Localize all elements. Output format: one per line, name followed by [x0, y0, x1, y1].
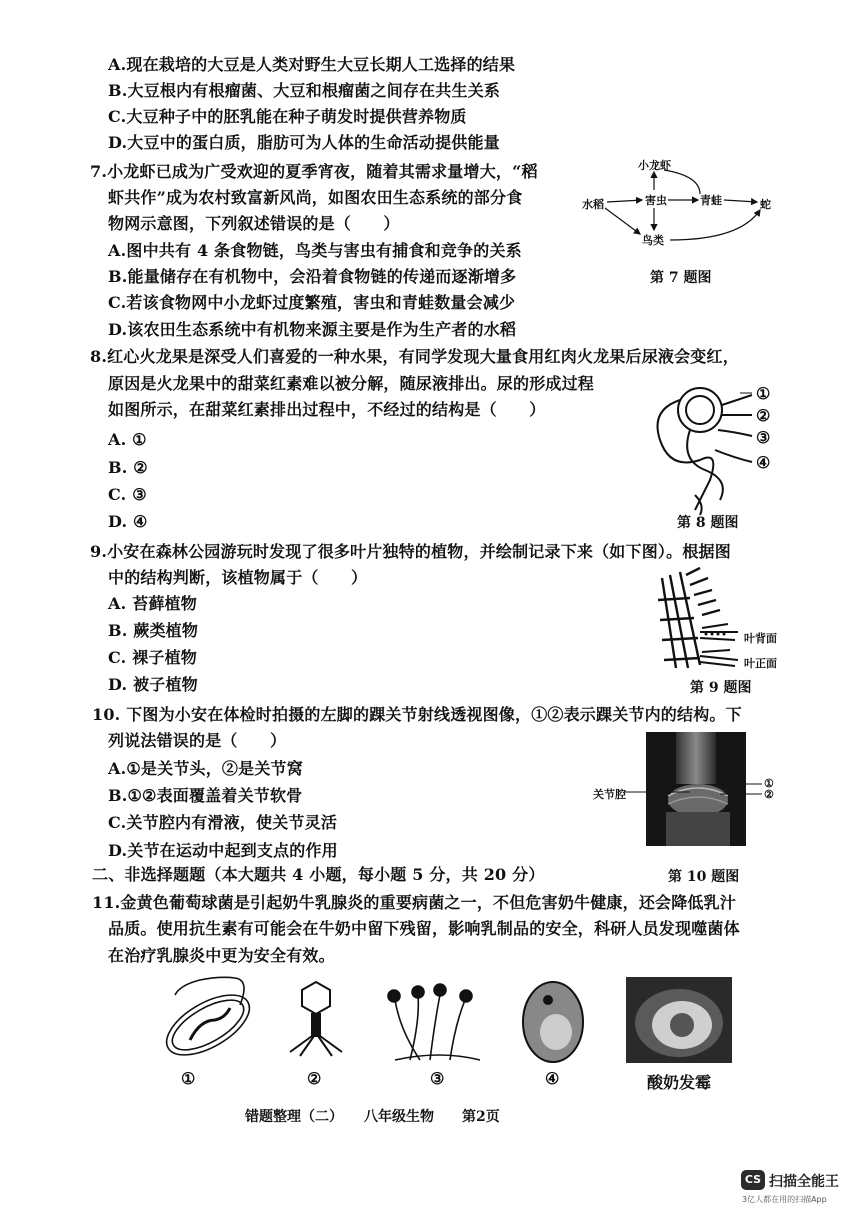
- organism-label-2: ②: [307, 1069, 322, 1088]
- q9-option-d: D. 被子植物: [108, 675, 198, 694]
- fern-label-front: 叶正面: [744, 657, 777, 670]
- joint-cavity-label: 关节腔: [593, 788, 626, 801]
- q10-option-b: B.①②表面覆盖着关节软骨: [108, 786, 303, 805]
- q11-stem-1: 11.金黄色葡萄球菌是引起奶牛乳腺炎的重要病菌之一，不但危害奶牛健康，还会降低乳汁: [92, 893, 737, 912]
- q7-stem-2: 虾共作”成为农村致富新风尚，如图农田生态系统的部分食: [108, 188, 523, 207]
- food-web-frog: 青蛙: [700, 194, 722, 207]
- q8-option-c: C. ③: [108, 485, 147, 504]
- q6-option-d: D.大豆中的蛋白质，脂肪可为人体的生命活动提供能量: [108, 133, 500, 152]
- q7-stem-1: 7.小龙虾已成为广受欢迎的夏季宵夜，随着其需求量增大，“稻: [90, 162, 538, 181]
- q11-stem-3: 在治疗乳腺炎中更为安全有效。: [108, 946, 335, 965]
- q6-option-a: A.现在栽培的大豆是人类对野生大豆长期人工选择的结果: [108, 55, 516, 74]
- organism-label-4: ④: [545, 1069, 560, 1088]
- nephron-label-2: ②: [756, 406, 771, 425]
- fig8-caption: 第 8 题图: [677, 515, 739, 531]
- q9-stem-1: 9.小安在森林公园游玩时发现了很多叶片独特的植物，并绘制记录下来（如下图）。根据图: [90, 542, 731, 561]
- q11-stem-2: 品质。使用抗生素有可能会在牛奶中留下残留，影响乳制品的安全，科研人员发现噬菌体: [108, 919, 740, 938]
- fern-label-back: 叶背面: [744, 632, 777, 645]
- scanner-logo-icon: CS: [741, 1170, 765, 1190]
- q8-stem-2: 原因是火龙果中的甜菜红素难以被分解，随尿液排出。尿的形成过程: [108, 374, 595, 393]
- q7-option-a: A.图中共有 4 条食物链，鸟类与害虫有捕食和竞争的关系: [108, 241, 522, 260]
- organism-label-yogurt: 酸奶发霉: [647, 1073, 712, 1092]
- q7-stem-3: 物网示意图，下列叙述错误的是（ ）: [108, 214, 400, 233]
- section-2-heading: 二、非选择题题（本大题共 4 小题，每小题 5 分，共 20 分）: [92, 865, 545, 884]
- organism-label-1: ①: [181, 1069, 196, 1088]
- food-web-pest: 害虫: [645, 194, 667, 207]
- q7-option-b: B.能量储存在有机物中，会沿着食物链的传递而逐渐增多: [108, 267, 517, 286]
- fig10-caption: 第 10 题图: [668, 869, 740, 885]
- fig7-caption: 第 7 题图: [650, 270, 712, 286]
- q6-option-b: B.大豆根内有根瘤菌、大豆和根瘤菌之间存在共生关系: [108, 81, 501, 100]
- q6-option-c: C.大豆种子中的胚乳能在种子萌发时提供营养物质: [108, 107, 467, 126]
- scanner-tagline: 3亿人都在用的扫描App: [742, 1195, 827, 1204]
- q10-option-c: C.关节腔内有滑液，使关节灵活: [108, 813, 338, 832]
- q9-option-a: A. 苔藓植物: [108, 594, 197, 613]
- food-web-snake: 蛇: [760, 198, 771, 211]
- q8-option-d: D. ④: [108, 512, 148, 531]
- ankle-xray-image: [646, 732, 746, 846]
- scanner-brand: 扫描全能王: [769, 1174, 839, 1190]
- bacteriophage-drawing: [290, 982, 342, 1056]
- food-web-bird: 鸟类: [642, 234, 664, 247]
- mold-drawing: [388, 984, 480, 1060]
- yeast-cell-drawing: [523, 982, 583, 1062]
- food-web-crayfish: 小龙虾: [638, 159, 671, 172]
- bacterium-drawing: [157, 977, 259, 1067]
- q10-option-a: A.①是关节头，②是关节窝: [108, 759, 303, 778]
- q8-option-a: A. ①: [108, 430, 147, 449]
- q7-option-c: C.若该食物网中小龙虾过度繁殖，害虫和青蛙数量会减少: [108, 293, 516, 312]
- q9-stem-2: 中的结构判断，该植物属于（ ）: [108, 568, 368, 587]
- q7-option-d: D.该农田生态系统中有机物来源主要是作为生产者的水稻: [108, 320, 517, 339]
- organism-label-3: ③: [430, 1069, 445, 1088]
- q9-option-c: C. 裸子植物: [108, 648, 197, 667]
- q8-stem-1: 8.红心火龙果是深受人们喜爱的一种水果，有同学发现大量食用红肉火龙果后尿液会变红，: [90, 347, 739, 366]
- q8-stem-3: 如图所示，在甜菜红素排出过程中，不经过的结构是（ ）: [108, 400, 546, 419]
- q9-option-b: B. 蕨类植物: [108, 621, 199, 640]
- nephron-label-3: ③: [756, 428, 771, 447]
- page-footer: 错题整理（二） 八年级生物 第2页: [245, 1109, 500, 1125]
- food-web-rice: 水稻: [582, 198, 604, 211]
- fig9-caption: 第 9 题图: [690, 680, 752, 696]
- q10-option-d: D.关节在运动中起到支点的作用: [108, 841, 338, 860]
- nephron-label-1: ①: [756, 384, 771, 403]
- nephron-label-4: ④: [756, 453, 771, 472]
- q10-stem-2: 列说法错误的是（ ）: [108, 731, 287, 750]
- q8-option-b: B. ②: [108, 458, 148, 477]
- xray-label-1: ①: [764, 777, 774, 790]
- xray-label-2: ②: [764, 788, 774, 801]
- moldy-yogurt-photo: [626, 977, 732, 1063]
- q10-stem-1: 10. 下图为小安在体检时拍摄的左脚的踝关节射线透视图像，①②表示踝关节内的结构。下: [92, 705, 742, 724]
